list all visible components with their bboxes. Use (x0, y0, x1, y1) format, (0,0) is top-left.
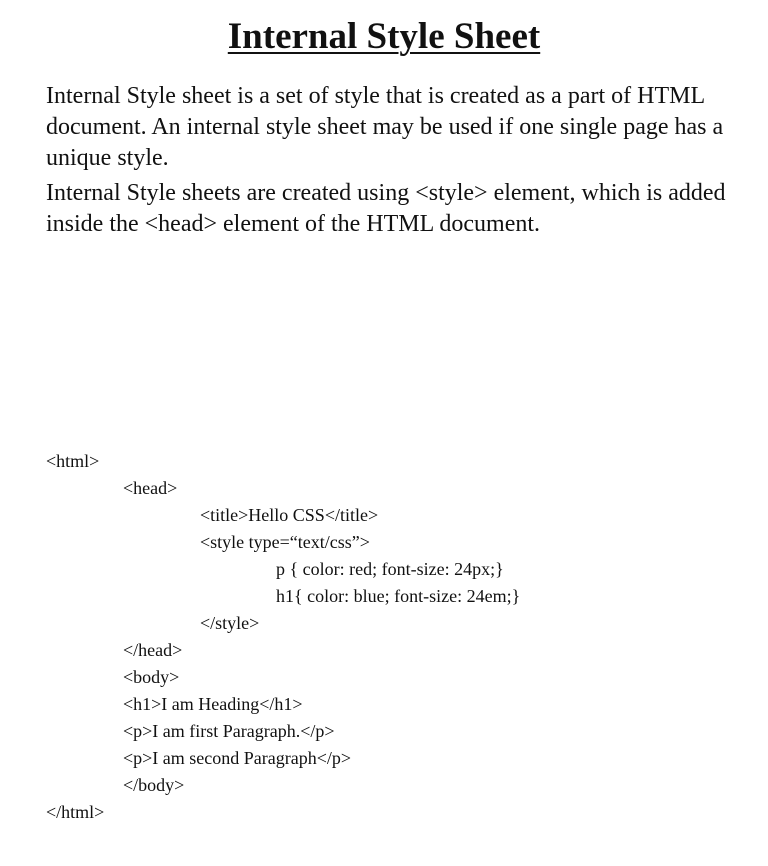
code-line-title: <title>Hello CSS</title> (200, 505, 379, 525)
code-line-head-close: </head> (123, 640, 183, 660)
code-line-style-open: <style type=“text/css”> (200, 532, 370, 552)
usage-paragraph: Internal Style sheets are created using <style> element, which is added inside the <head> element of the HTML document. (46, 180, 726, 237)
code-line-h1-rule: h1{ color: blue; font-size: 24em;} (276, 586, 521, 606)
code-line-heading: <h1>I am Heading</h1> (123, 694, 303, 714)
code-example (46, 448, 726, 826)
code-line-html-close: </html> (46, 802, 105, 822)
code-line-second-paragraph: <p>I am second Paragraph</p> (123, 748, 352, 768)
code-line-head-open: <head> (123, 478, 178, 498)
code-line-body-open: <body> (123, 667, 180, 687)
code-line-p-rule: p { color: red; font-size: 24px;} (276, 559, 504, 579)
code-line-first-paragraph: <p>I am first Paragraph.</p> (123, 721, 335, 741)
code-line-html-open: <html> (46, 451, 100, 471)
intro-paragraph: Internal Style sheet is a set of style that is created as a part of HTML document. An internal style sheet may be used if one single page has a unique style. (46, 83, 724, 171)
code-line-body-close: </body> (123, 775, 185, 795)
page-title: Internal Style Sheet (227, 16, 541, 57)
code-line-style-close: </style> (200, 613, 260, 633)
